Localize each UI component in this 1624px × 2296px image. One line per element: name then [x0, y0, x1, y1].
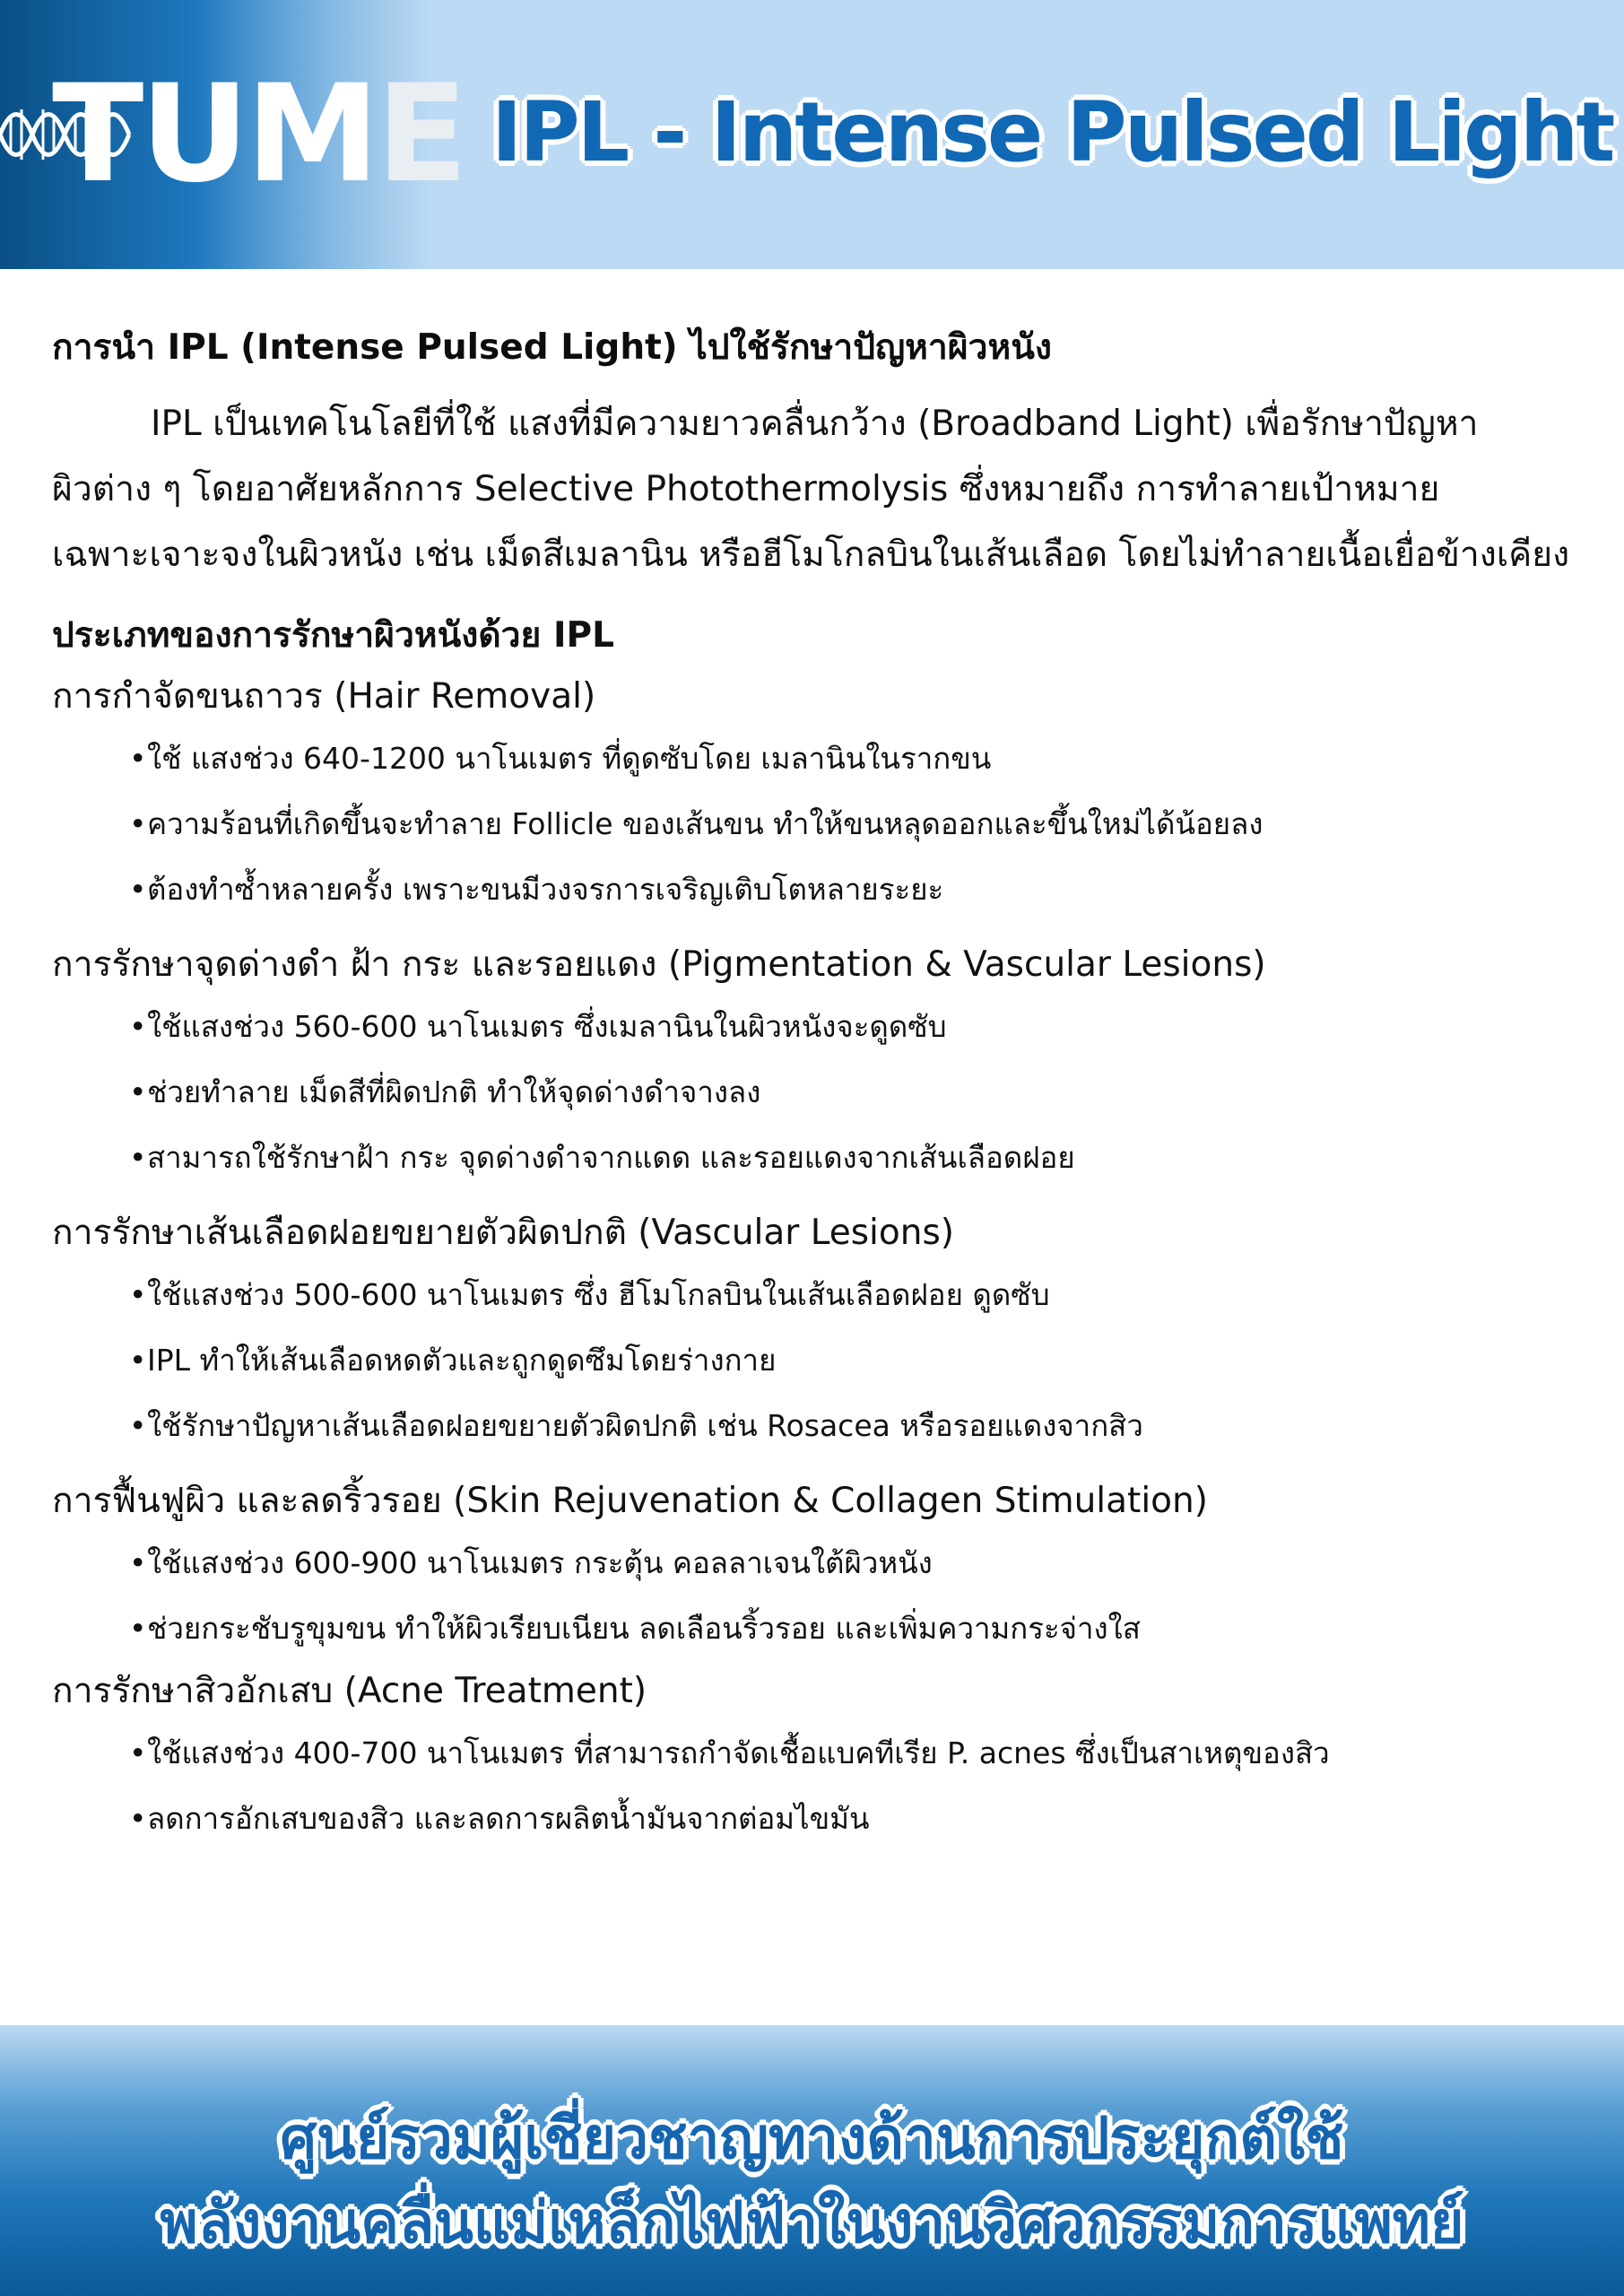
list-item: [129, 1262, 1594, 1327]
intro-paragraph: [52, 391, 1594, 587]
list-item: [129, 1393, 1594, 1458]
bullet-list: [52, 1262, 1594, 1458]
main-content: [52, 305, 1594, 1851]
bullet-text: ใช้แสงช่วง 600-900 นาโนเมตร กระตุ้น คอลลาเจนใต้ผิวหนัง: [147, 1545, 933, 1580]
category-title: การรักษาเส้นเลือดฝอยขยายตัวผิดปกติ (Vascular Lesions): [52, 1213, 955, 1253]
types-title: ประเภทของการรักษาผิวหนังด้วย IPL: [52, 615, 614, 656]
bullet-icon: •: [129, 1545, 147, 1580]
bullet-icon: •: [129, 1611, 147, 1646]
intro-title: การนำ IPL (Intense Pulsed Light) ไปใช้รักษาปัญหาผิวหนัง: [52, 327, 1052, 368]
bullet-text: ลดการอักเสบของสิว และลดการผลิตน้ำมันจากต่อมไขมัน: [147, 1801, 870, 1836]
bullet-icon: •: [129, 1343, 147, 1378]
bullet-icon: •: [129, 1074, 147, 1109]
bullet-list: [52, 994, 1594, 1190]
logo-text-tum: TUM: [52, 57, 377, 213]
category-title: การรักษาจุดด่างดำ ฝ้า กระ และรอยแดง (Pigmentation & Vascular Lesions): [52, 944, 1266, 985]
header-banner: [0, 0, 1624, 269]
spacer: [52, 1190, 1594, 1203]
bullet-text: ใช้แสงช่วง 500-600 นาโนเมตร ซึ่ง ฮีโมโกลบินในเส้นเลือดฝอย ดูดซับ: [147, 1277, 1050, 1312]
spacer: [52, 922, 1594, 935]
bullet-icon: •: [129, 1735, 147, 1770]
bullet-text: ใช้แสงช่วง 560-600 นาโนเมตร ซึ่งเมลานินในผิวหนังจะดูดซับ: [147, 1009, 947, 1044]
footer-line-2: พลังงานคลื่นแม่เหล็กไฟฟ้าในงานวิศวกรรมการแพทย์: [160, 2190, 1464, 2257]
list-item: [129, 857, 1594, 922]
bullet-icon: •: [129, 806, 147, 841]
category-title: การฟื้นฟูผิว และลดริ้วรอย (Skin Rejuvenation & Collagen Stimulation): [52, 1481, 1208, 1521]
bullet-icon: •: [129, 1801, 147, 1836]
logo-text-e: E: [376, 57, 465, 213]
category-title: การกำจัดขนถาวร (Hair Removal): [52, 676, 596, 717]
list-item: [129, 1125, 1594, 1190]
bullet-icon: •: [129, 1140, 147, 1175]
list-item: [129, 791, 1594, 857]
bullet-icon: •: [129, 1277, 147, 1312]
bullet-text: IPL ทำให้เส้นเลือดหดตัวและถูกดูดซึมโดยร่างกาย: [147, 1343, 777, 1378]
bullet-text: ช่วยทำลาย เม็ดสีที่ผิดปกติ ทำให้จุดด่างดำจางลง: [147, 1074, 761, 1109]
intro-line-3: เฉพาะเจาะจงในผิวหนัง เช่น เม็ดสีเมลานิน หรือฮีโมโกลบินในเส้นเลือด โดยไม่ทำลายเนื้อเยื่อข้างเคียง: [52, 535, 1570, 575]
page-title: IPL - Intense Pulsed Light: [491, 84, 1613, 180]
list-item: [129, 1059, 1594, 1125]
bullet-text: ช่วยกระชับรูขุมขน ทำให้ผิวเรียบเนียน ลดเลือนริ้วรอย และเพิ่มความกระจ่างใส: [147, 1611, 1141, 1646]
bullet-text: ความร้อนที่เกิดขึ้นจะทำลาย Follicle ของเส้นขน ทำให้ขนหลุดออกและขึ้นใหม่ได้น้อยลง: [147, 806, 1264, 841]
bullet-text: ใช้แสงช่วง 400-700 นาโนเมตร ที่สามารถกำจัดเชื้อแบคทีเรีย P. acnes ซึ่งเป็นสาเหตุของสิว: [147, 1735, 1330, 1770]
bullet-icon: •: [129, 872, 147, 907]
bullet-list: [52, 1720, 1594, 1851]
bullet-icon: •: [129, 1408, 147, 1443]
bullet-icon: •: [129, 741, 147, 776]
bullet-text: สามารถใช้รักษาฝ้า กระ จุดด่างดำจากแดด และรอยแดงจากเส้นเลือดฝอย: [147, 1140, 1075, 1175]
list-item: [129, 1530, 1594, 1596]
bullet-text: ใช้รักษาปัญหาเส้นเลือดฝอยขยายตัวผิดปกติ เช่น Rosacea หรือรอยแดงจากสิว: [147, 1408, 1143, 1443]
bullet-text: ใช้ แสงช่วง 640-1200 นาโนเมตร ที่ดูดซับโดย เมลานินในรากขน: [147, 741, 992, 776]
bullet-list: [52, 1530, 1594, 1661]
bullet-icon: •: [129, 1009, 147, 1044]
list-item: [129, 1786, 1594, 1851]
list-item: [129, 1327, 1594, 1393]
footer-banner: [0, 2025, 1624, 2296]
list-item: [129, 1596, 1594, 1661]
footer-line-1: ศูนย์รวมผู้เชี่ยวชาญทางด้านการประยุกต์ใช้: [280, 2106, 1344, 2172]
list-item: [129, 1720, 1594, 1786]
category-title: การรักษาสิวอักเสบ (Acne Treatment): [52, 1671, 647, 1711]
intro-line-2: ผิวต่าง ๆ โดยอาศัยหลักการ Selective Photothermolysis ซึ่งหมายถึง การทำลายเป้าหมาย: [52, 469, 1440, 509]
logo-text: [52, 57, 465, 213]
intro-line-1: IPL เป็นเทคโนโลยีที่ใช้ แสงที่มีความยาวคลื่นกว้าง (Broadband Light) เพื่อรักษาปัญหา: [151, 404, 1479, 444]
list-item: [129, 726, 1594, 791]
logo: [0, 0, 465, 269]
bullet-text: ต้องทำซ้ำหลายครั้ง เพราะขนมีวงจรการเจริญเติบโตหลายระยะ: [147, 872, 944, 907]
bullet-list: [52, 726, 1594, 922]
list-item: [129, 994, 1594, 1059]
spacer: [52, 1458, 1594, 1471]
